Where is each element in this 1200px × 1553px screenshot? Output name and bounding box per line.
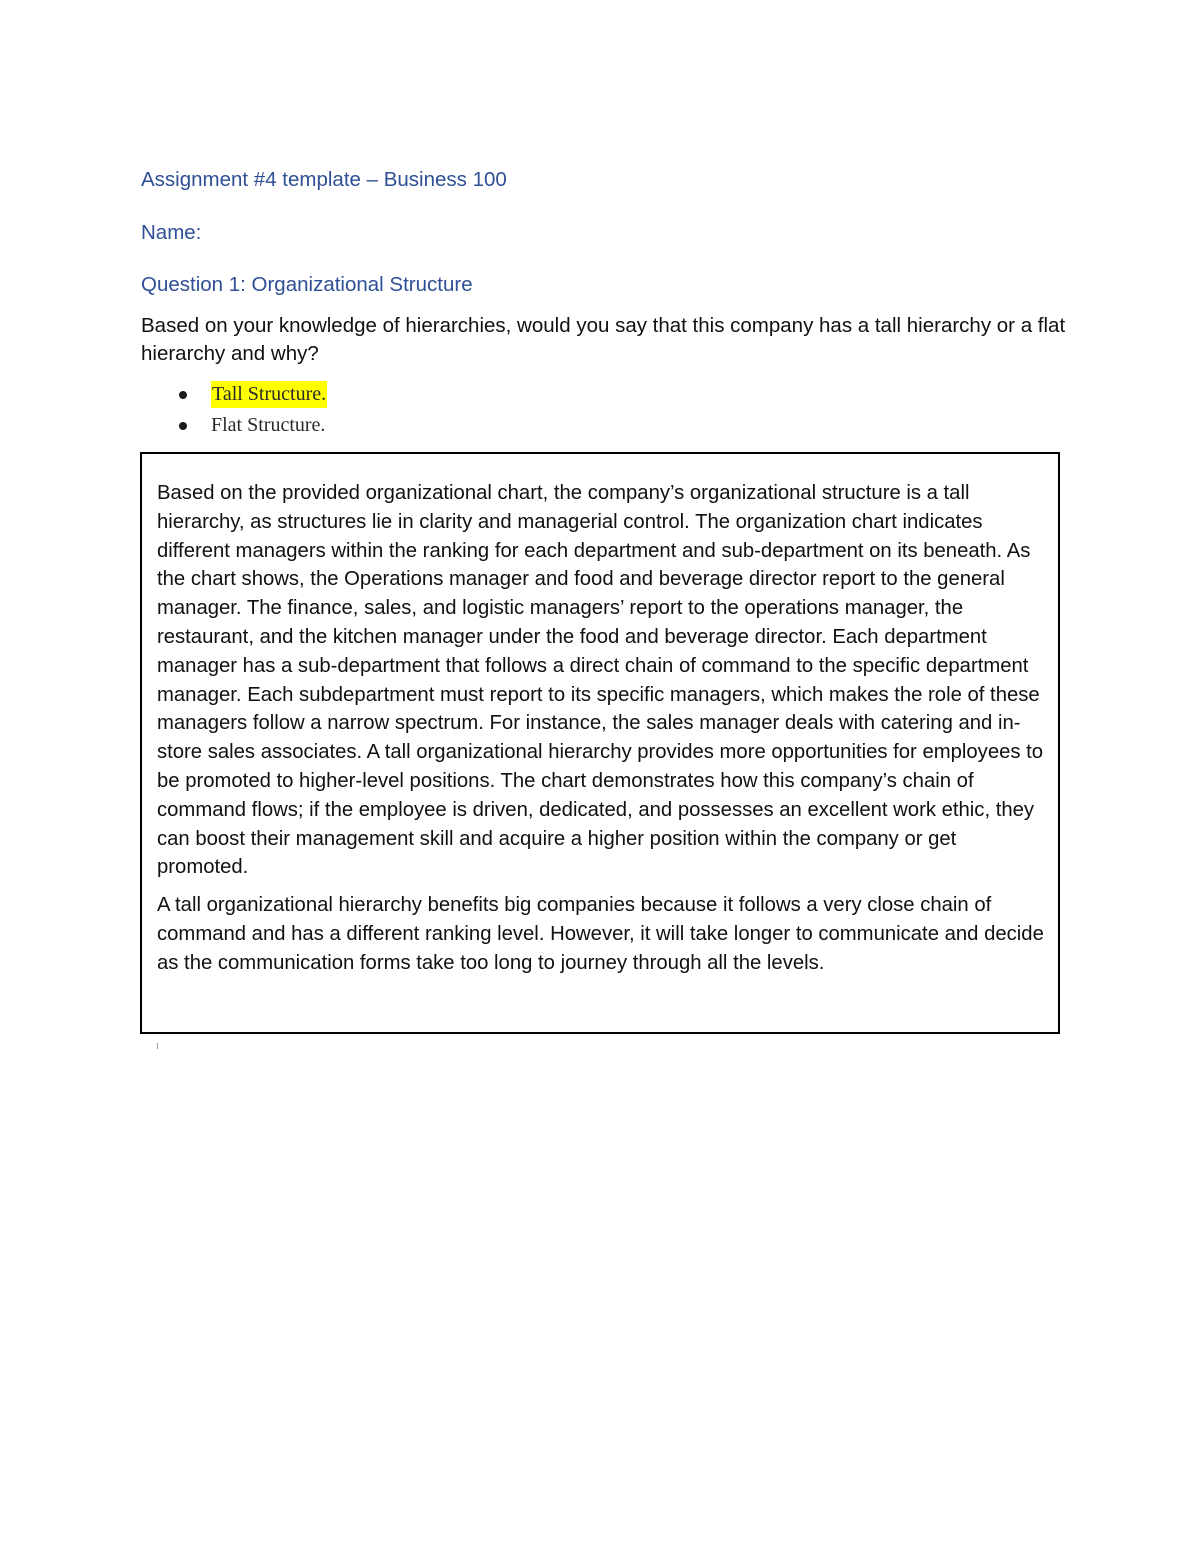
answer-box	[140, 452, 1060, 1034]
option-label: Tall Structure.	[211, 381, 327, 408]
bullet-icon	[179, 391, 187, 399]
question-heading: Question 1: Organizational Structure	[141, 273, 473, 296]
question-text: Based on your knowledge of hierarchies, would you say that this company has a tall hierarchy or a flat hierarchy and why?	[141, 314, 1066, 365]
bullet-icon	[179, 422, 187, 430]
option-label: Flat Structure.	[211, 414, 326, 436]
answer-paragraph-2: A tall organizational hierarchy benefits big companies because it follows a very close chain of command and has a different ranking level. However, it will take longer to communicate and decide as the communication forms take too long to journey through all the levels.	[157, 894, 1044, 974]
cursor-mark	[157, 1043, 158, 1049]
answer-paragraph-1: Based on the provided organizational chart, the company’s organizational structure is a tall hierarchy, as structures lie in clarity and managerial control. The organization chart indicates different managers within the ranking for each department and sub-department on its beneath. As the chart shows, the Operations manager and food and beverage director report to the general manager. The finance, sales, and logistic managers’ report to the operations manager, the restaurant, and the kitchen manager under the food and beverage director. Each department manager has a sub-department that follows a direct chain of command to the specific department manager. Each subdepartment must report to its specific managers, which makes the role of these managers follow a narrow spectrum. For instance, the sales manager deals with catering and in-store sales associates. A tall organizational hierarchy provides more opportunities for employees to be promoted to higher-level positions. The chart demonstrates how this company’s chain of command flows; if the employee is driven, dedicated, and possesses an excellent work ethic, they can boost their management skill and acquire a higher position within the company or get promoted.	[157, 482, 1044, 879]
name-label: Name:	[141, 221, 202, 244]
document-title: Assignment #4 template – Business 100	[141, 168, 507, 191]
